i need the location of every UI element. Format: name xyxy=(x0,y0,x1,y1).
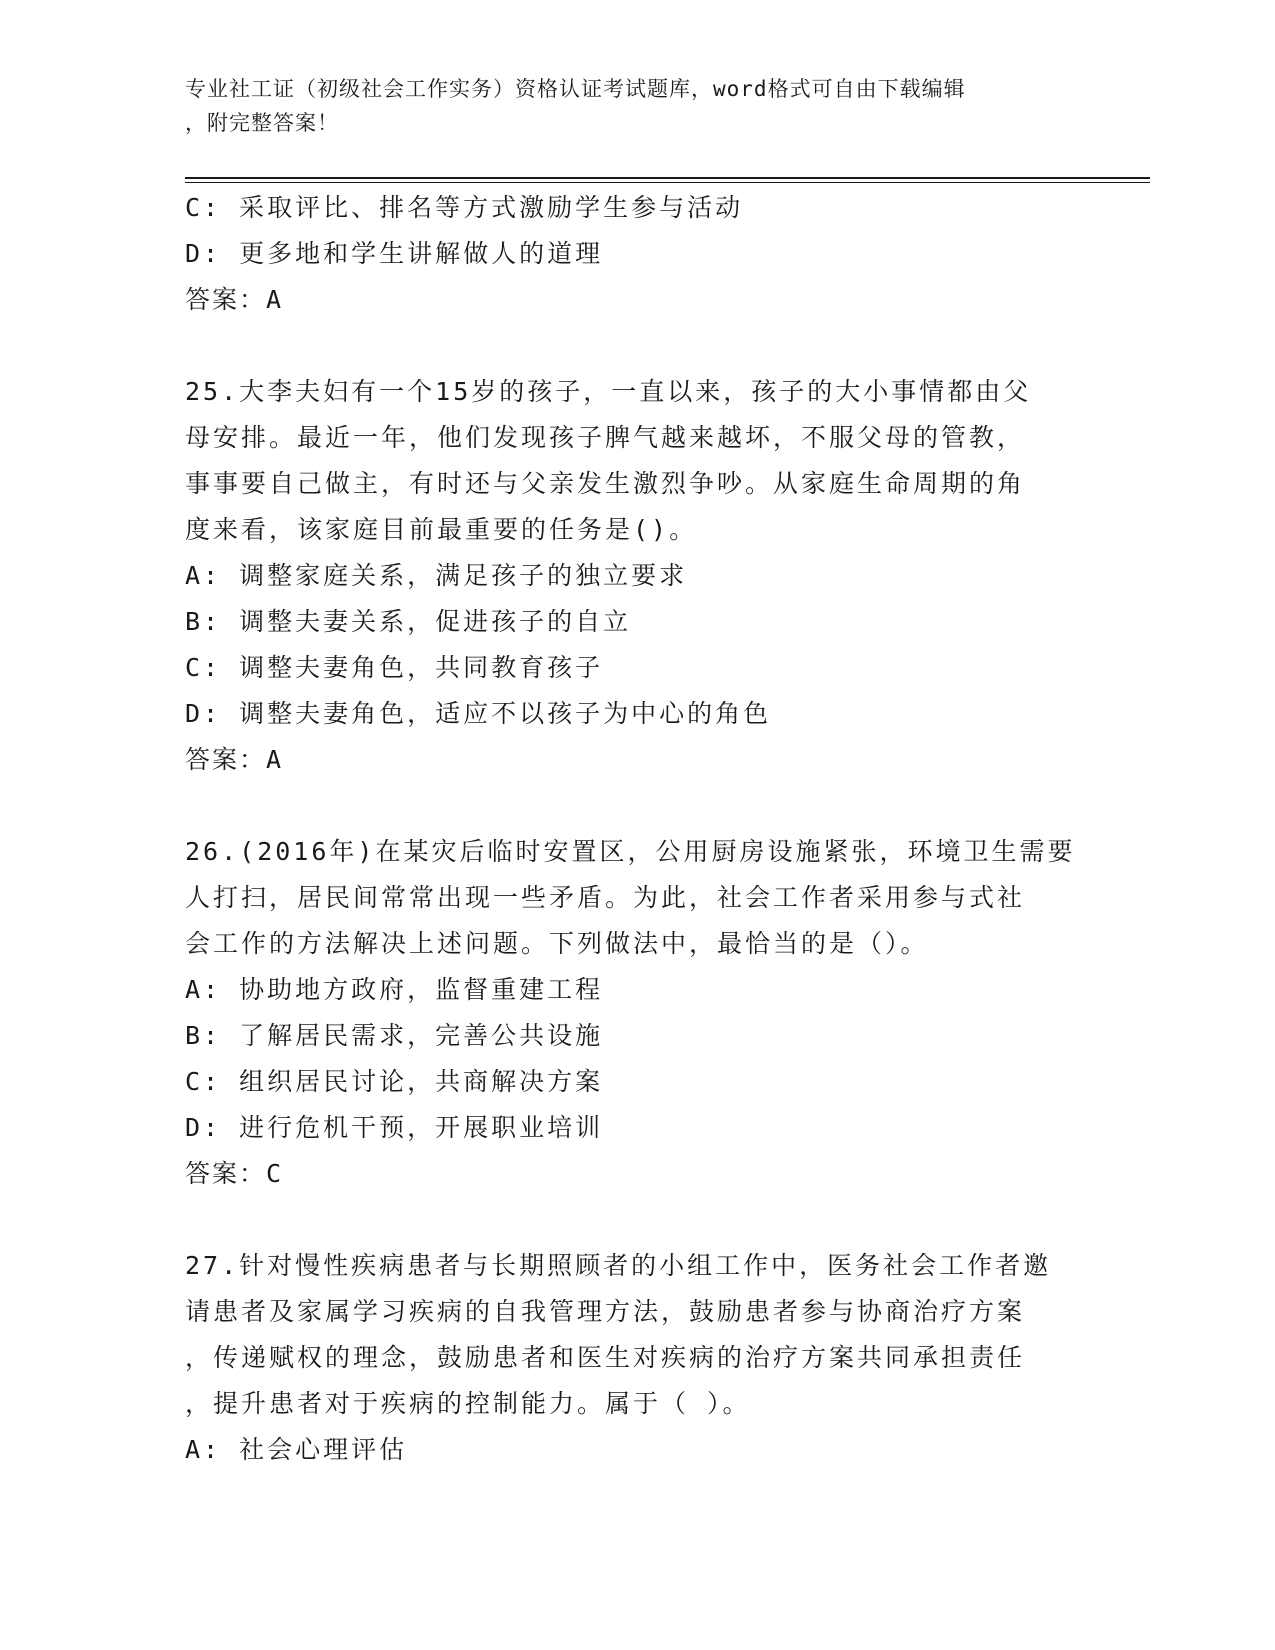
question-26 xyxy=(185,829,1085,1197)
prev-option-c: C: 采取评比、排名等方式激励学生参与活动 xyxy=(185,193,744,222)
header-line-1: 专业社工证（初级社会工作实务）资格认证考试题库，word格式可自由下载编辑 xyxy=(185,77,966,101)
q25-option-d: D: 调整夫妻角色，适应不以孩子为中心的角色 xyxy=(185,699,772,728)
q26-option-a: A: 协助地方政府，监督重建工程 xyxy=(185,975,604,1004)
q26-option-d: D: 进行危机干预，开展职业培训 xyxy=(185,1113,604,1142)
q25-stem-line: 事事要自己做主，有时还与父亲发生激烈争吵。从家庭生命周期的角 xyxy=(185,469,1026,498)
header-divider-thick xyxy=(185,177,1150,179)
question-25 xyxy=(185,369,1085,783)
q25-stem-line: 25.大李夫妇有一个15岁的孩子，一直以来，孩子的大小事情都由父 xyxy=(185,377,1032,406)
q25-option-a: A: 调整家庭关系，满足孩子的独立要求 xyxy=(185,561,688,590)
q26-answer: 答案：C xyxy=(185,1159,284,1188)
question-content xyxy=(185,185,1085,1473)
q27-stem-line: ，提升患者对于疾病的控制能力。属于（ ）。 xyxy=(185,1389,751,1418)
q26-stem-line: 会工作的方法解决上述问题。下列做法中，最恰当的是（）。 xyxy=(185,929,929,958)
header-line-2: ，附完整答案！ xyxy=(185,111,339,135)
q25-option-c: C: 调整夫妻角色，共同教育孩子 xyxy=(185,653,604,682)
q27-stem-line: 27.针对慢性疾病患者与长期照顾者的小组工作中，医务社会工作者邀 xyxy=(185,1251,1052,1280)
q26-stem-line: 人打扫，居民间常常出现一些矛盾。为此，社会工作者采用参与式社 xyxy=(185,883,1026,912)
q27-stem-line: ，传递赋权的理念，鼓励患者和医生对疾病的治疗方案共同承担责任 xyxy=(185,1343,1026,1372)
q26-option-c: C: 组织居民讨论，共商解决方案 xyxy=(185,1067,604,1096)
q27-option-a: A: 社会心理评估 xyxy=(185,1435,408,1464)
q25-stem-line: 母安排。最近一年，他们发现孩子脾气越来越坏，不服父母的管教， xyxy=(185,423,1026,452)
header-divider-thin xyxy=(185,182,1150,183)
prev-option-d: D: 更多地和学生讲解做人的道理 xyxy=(185,239,604,268)
question-27 xyxy=(185,1243,1085,1473)
q25-stem-line: 度来看，该家庭目前最重要的任务是()。 xyxy=(185,515,698,544)
q25-answer: 答案：A xyxy=(185,745,284,774)
q26-option-b: B: 了解居民需求，完善公共设施 xyxy=(185,1021,604,1050)
q27-stem-line: 请患者及家属学习疾病的自我管理方法，鼓励患者参与协商治疗方案 xyxy=(185,1297,1026,1326)
q25-option-b: B: 调整夫妻关系，促进孩子的自立 xyxy=(185,607,632,636)
document-header xyxy=(185,72,1085,140)
q26-stem-line: 26.(2016年)在某灾后临时安置区，公用厨房设施紧张，环境卫生需要 xyxy=(185,837,1076,866)
prev-answer: 答案：A xyxy=(185,285,284,314)
